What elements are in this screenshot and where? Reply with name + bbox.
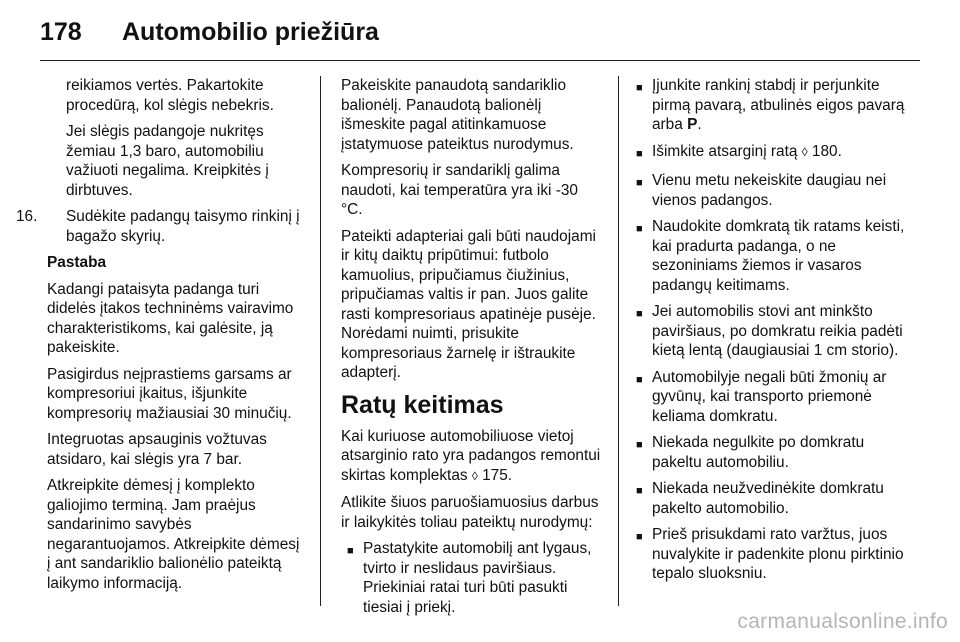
paragraph-3: Pateikti adapteriai gali būti naudojami ir kitų daiktų pripūtimui: futbolo kamuolius, pripučiamus čiužinius, pripučiamas valtis ir pan. Juos galite rasti kompresoriaus apatinėje pusėje. Norėdami nuimti, prisukite kompresoriaus žarnelę ir ištraukite adapterį.: [341, 227, 596, 381]
page-title: Automobilio priežiūra: [122, 18, 379, 46]
step-number: 16.: [16, 208, 38, 225]
list-item-text: Niekada neužvedinėkite domkratu pakelto automobilio.: [652, 480, 884, 517]
continued-paragraph-2: Jei slėgis padangoje nukritęs žemiau 1,3 baro, automobiliu važiuoti negalima. Kreipkitės į dirbtuves.: [66, 123, 269, 199]
note-paragraph-2: Pasigirdus neįprastiems garsams ar kompresoriui įkaitus, išjunkite kompresorių mažiausiai 30 minučių.: [47, 365, 292, 422]
list-item-text: Prieš prisukdami rato varžtus, juos nuvalykite ir padenkite plonu pirktinio tepalo sluoksniu.: [652, 526, 904, 582]
column-3: [636, 76, 916, 591]
bullet-icon: ■: [636, 223, 643, 235]
list-item-text: Jei automobilis stovi ant minkšto paviršiaus, po domkratu reikia padėti kietą lentą (daugiausiai 1 cm storio).: [652, 303, 903, 359]
paragraph-5: Atlikite šiuos paruošiamuosius darbus ir laikykitės toliau pateiktų nurodymų:: [341, 494, 599, 531]
note-paragraph-3: Integruotas apsauginis vožtuvas atsidaro, kai slėgis yra 7 bar.: [47, 431, 267, 468]
bullet-icon: ■: [636, 485, 643, 497]
column-2: [341, 76, 601, 624]
paragraph-4-text: Kai kuriuose automobiliuose vietoj atsarginio rato yra padangos remontui skirtas komplektas: [341, 427, 601, 484]
list-item-text: Niekada negulkite po domkratu pakeltu automobiliu.: [652, 434, 865, 471]
page-reference-link[interactable]: 175.: [482, 466, 513, 484]
paragraph-1: Pakeiskite panaudotą sandariklio balionėlį. Panaudotą balionėlį išmeskite pagal atitinkamuose įstatymuose pateiktus nurodymus.: [341, 77, 574, 153]
list-item: [636, 368, 916, 427]
list-item-text: Pastatykite automobilį ant lygaus, tvirto ir neslidaus paviršiaus. Priekiniai ratai turi būti pasukti tiesiai į priekį.: [363, 540, 592, 616]
bullet-icon: ■: [636, 373, 643, 386]
list-item: [636, 217, 916, 295]
note-paragraph-1: Kadangi pataisyta padanga turi didelės įtakos techninėms vairavimo charakteristikoms, kai galėsite, ją pakeiskite.: [47, 280, 294, 356]
numbered-step: [16, 207, 305, 246]
reference-arrow-icon: ◊: [471, 468, 478, 483]
reference-arrow-icon: ◊: [801, 144, 808, 159]
list-item: [347, 539, 601, 617]
list-item: [636, 76, 916, 135]
header-divider: [40, 60, 920, 61]
list-item: [636, 142, 916, 165]
list-item: [636, 433, 916, 472]
list-item: [636, 171, 916, 210]
bullet-list: [341, 539, 601, 617]
paragraph-4: [341, 427, 601, 487]
gear-p-label: P: [687, 116, 698, 133]
column-divider-2: [618, 76, 619, 606]
page-header: [40, 18, 920, 58]
list-item: [636, 302, 916, 361]
page-reference-link[interactable]: 180.: [811, 142, 842, 160]
page-number: 178: [40, 18, 82, 46]
watermark: carmanualsonline.info: [737, 610, 948, 633]
list-item-text-end: .: [697, 116, 702, 133]
list-item-text: [652, 76, 916, 135]
column-1: [16, 76, 305, 600]
bullet-icon: ■: [636, 308, 643, 320]
bullet-icon: ■: [636, 531, 643, 543]
list-item: [636, 525, 916, 584]
list-item-text: Vienu metu nekeiskite daugiau nei vienos padangos.: [652, 172, 887, 209]
section-heading: Ratų keitimas: [341, 390, 504, 419]
list-item-text: [652, 142, 916, 165]
list-item-text-part: Įjunkite rankinį stabdį ir perjunkite pirmą pavarą, atbulinės eigos pavarą arba: [652, 77, 905, 133]
continued-paragraph-1: reikiamos vertės. Pakartokite procedūrą, kol slėgis nebekris.: [66, 77, 274, 114]
bullet-icon: ■: [347, 545, 354, 557]
note-label: Pastaba: [47, 254, 107, 271]
bullet-icon: ■: [636, 439, 643, 451]
column-divider-1: [320, 76, 321, 606]
bullet-icon: ■: [636, 82, 643, 94]
bullet-icon: ■: [636, 147, 643, 160]
bullet-icon: ■: [636, 177, 643, 189]
note-paragraph-4: Atkreipkite dėmesį į komplekto galiojimo terminą. Jam praėjus sandarinimo savybės negarantuojamos. Atkreipkite dėmesį į ant sandariklio balionėlio pateiktą laikymo informaciją.: [47, 477, 300, 592]
list-item: [636, 479, 916, 518]
step-text: Sudėkite padangų taisymo rinkinį į bagažo skyrių.: [66, 208, 300, 245]
list-item-text-part: Išimkite atsarginį ratą: [652, 142, 798, 160]
list-item-text: Naudokite domkratą tik ratams keisti, kai pradurta padanga, o ne sezoniniams žiemos ir vasaros padangų keitimams.: [652, 218, 905, 294]
paragraph-2: Kompresorių ir sandariklį galima naudoti, kai temperatūra yra iki -30 °C.: [341, 162, 578, 218]
bullet-list: [636, 76, 916, 584]
list-item-text: Automobilyje negali būti žmonių ar gyvūnų, kai transporto priemonė keliama domkratu.: [652, 368, 887, 425]
